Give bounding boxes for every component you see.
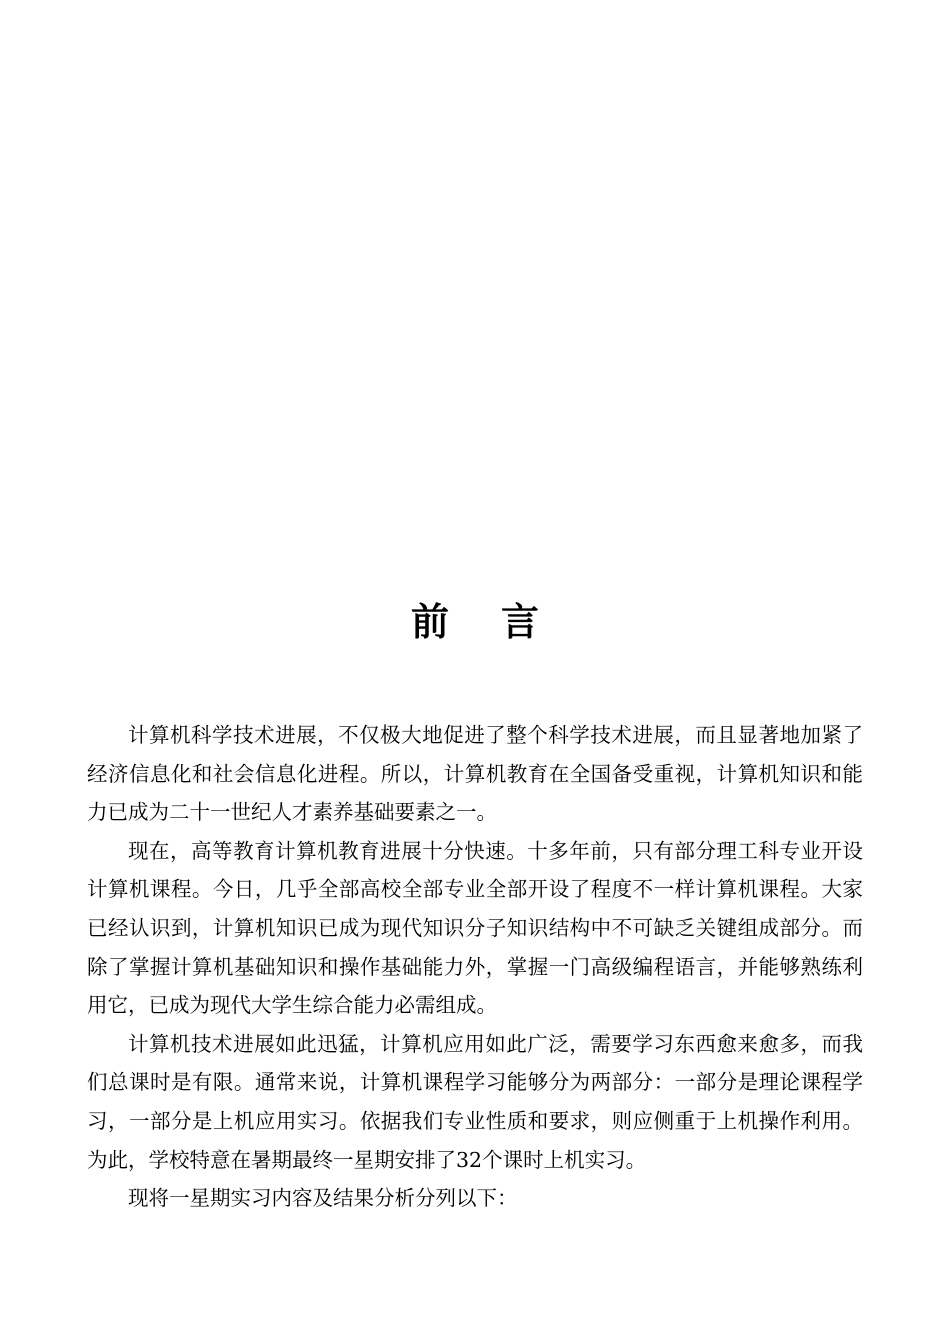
page-title — [0, 596, 950, 648]
paragraph-1: 计算机科学技术进展，不仅极大地促进了整个科学技术进展，而且显著地加紧了经济信息化和社会信息化进程。所以，计算机教育在全国备受重视，计算机知识和能力已成为二十一世纪人才素养基础要素之一。 — [87, 723, 863, 825]
document-body — [87, 716, 863, 1218]
title-char-2: 言 — [501, 600, 540, 645]
paragraph-3: 计算机技术进展如此迅猛，计算机应用如此广泛，需要学习东西愈来愈多，而我们总课时是有限。通常来说，计算机课程学习能够分为两部分：一部分是理论课程学习，一部分是上机应用实习。依据我们专业性质和要求，则应侧重于上机操作利用。为此，学校特意在暑期最终一星期安排了32个课时上机实习。 — [87, 1031, 863, 1172]
title-char-1: 前 — [410, 600, 449, 645]
paragraph-4: 现将一星期实习内容及结果分析分列以下： — [128, 1186, 518, 1211]
paragraph-2: 现在，高等教育计算机教育进展十分快速。十多年前，只有部分理工科专业开设计算机课程。今日，几乎全部高校全部专业全部开设了程度不一样计算机课程。大家已经认识到，计算机知识已成为现代知识分子知识结构中不可缺乏关键组成部分。而除了掌握计算机基础知识和操作基础能力外，掌握一门高级编程语言，并能够熟练利用它，已成为现代大学生综合能力必需组成。 — [87, 838, 863, 1018]
